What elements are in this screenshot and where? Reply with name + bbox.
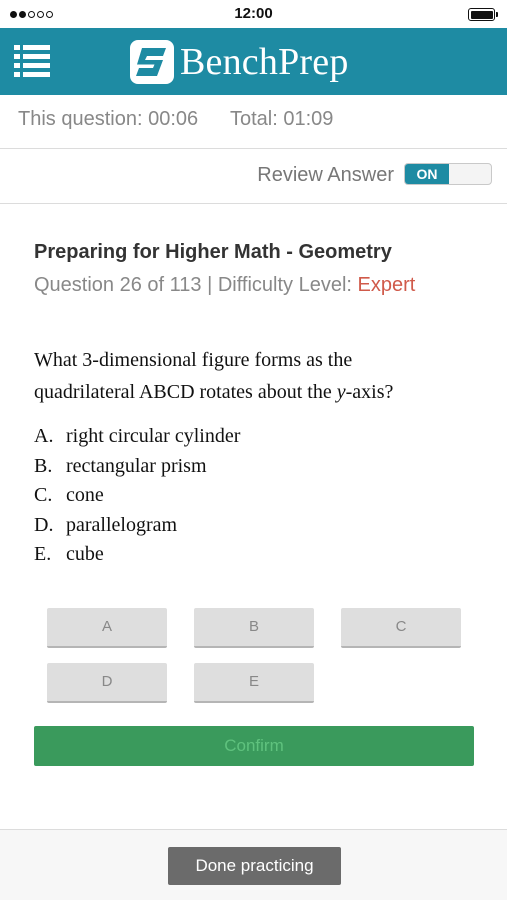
confirm-button[interactable]: Confirm: [34, 726, 474, 766]
done-practicing-button[interactable]: Done practicing: [168, 847, 341, 885]
review-answer-toggle[interactable]: [404, 163, 492, 185]
timer-bar: [0, 95, 507, 149]
answer-choices-list: [34, 422, 240, 570]
question-meta: [34, 274, 415, 297]
choice-text: rectangular prism: [66, 454, 207, 477]
choice-text: cube: [66, 543, 104, 565]
status-bar: [0, 0, 507, 28]
answer-choice: [34, 481, 240, 511]
battery-fill: [471, 11, 493, 19]
total-timer: Total: 01:09: [230, 108, 334, 130]
app-header: [0, 28, 507, 95]
choice-letter: D.: [34, 513, 54, 536]
answer-button-e[interactable]: E: [194, 663, 314, 703]
status-clock: 12:00: [234, 5, 273, 22]
footer-bar: [0, 829, 507, 900]
question-progress: Question 26 of 113 | Difficulty Level:: [34, 274, 358, 296]
answer-choice: [34, 422, 240, 452]
answer-button-d[interactable]: D: [47, 663, 167, 703]
benchprep-logo-icon: [130, 40, 174, 84]
variable-y: y: [336, 381, 346, 403]
question-timer: This question: 00:06: [18, 108, 199, 130]
toggle-on-label: ON: [405, 164, 449, 184]
choice-letter: B.: [34, 454, 53, 477]
choice-letter: C.: [34, 484, 53, 506]
answer-choice: [34, 511, 240, 541]
question-stem-line: quadrilateral ABCD rotates about the y-axis?: [34, 381, 394, 403]
answer-button-c[interactable]: C: [341, 608, 461, 648]
choice-letter: A.: [34, 425, 54, 447]
difficulty-level: Expert: [357, 274, 416, 296]
battery-icon: [468, 8, 495, 21]
answer-button-a[interactable]: A: [47, 608, 167, 648]
question-stem-line: What 3-dimensional figure forms as the: [34, 349, 353, 371]
answer-button-b[interactable]: B: [194, 608, 314, 648]
brand-name: BenchPrep: [180, 41, 349, 83]
review-answer-label: Review Answer: [257, 164, 394, 186]
choice-text: cone: [66, 484, 104, 506]
question-set-title: Preparing for Higher Math - Geometry: [34, 241, 392, 263]
choice-text: parallelogram: [66, 513, 178, 536]
choice-letter: E.: [34, 543, 52, 565]
answer-choice: [34, 540, 240, 570]
choice-text: right circular cylinder: [66, 425, 241, 447]
question-stem: [34, 344, 464, 408]
list-menu-icon[interactable]: [14, 45, 50, 77]
answer-choice: [34, 452, 240, 482]
brand: [130, 40, 349, 84]
review-answer-row: [0, 149, 507, 204]
